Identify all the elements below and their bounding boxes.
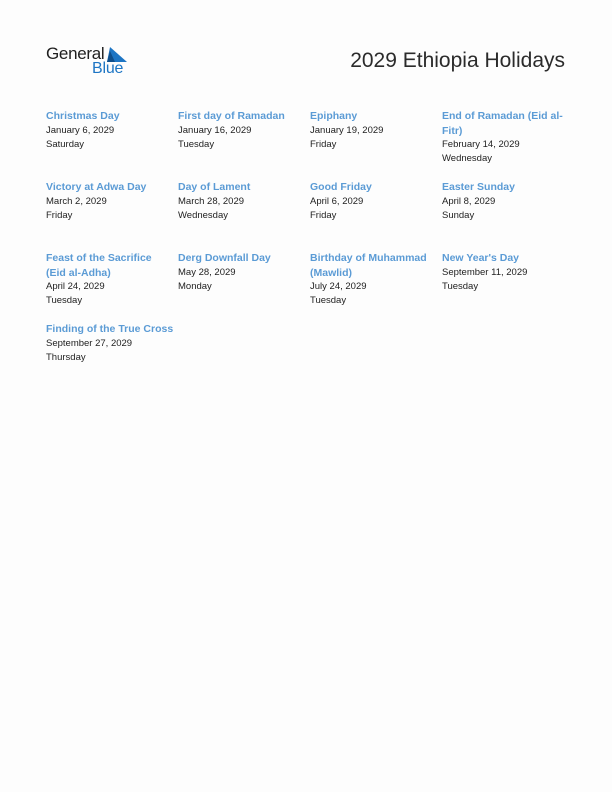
holiday-entry: [178, 180, 310, 251]
holiday-entry: [46, 322, 178, 393]
holiday-entry: [310, 251, 442, 322]
holiday-name: Christmas Day: [46, 110, 120, 122]
holiday-name: End of Ramadan (Eid al-Fitr): [442, 110, 563, 137]
holiday-date: May 28, 2029: [178, 266, 236, 278]
holiday-weekday: Tuesday: [46, 295, 83, 306]
holiday-entry: [46, 109, 178, 180]
page-title: 2029 Ethiopia Holidays: [350, 49, 565, 72]
holiday-name: Victory at Adwa Day: [46, 181, 147, 193]
holiday-name: New Year's Day: [442, 252, 520, 264]
holiday-weekday: Friday: [46, 209, 73, 221]
holiday-weekday: Tuesday: [442, 280, 479, 292]
holiday-grid: [46, 109, 576, 393]
holiday-date: September 27, 2029: [46, 337, 133, 349]
holiday-entry: [442, 251, 574, 322]
holiday-date: April 8, 2029: [442, 195, 496, 207]
holiday-date: April 6, 2029: [310, 195, 364, 207]
holiday-entry: [46, 251, 178, 322]
holiday-date: September 11, 2029: [442, 266, 528, 278]
holiday-weekday: Friday: [310, 209, 337, 221]
logo-word-blue: Blue: [92, 60, 124, 77]
holiday-date: January 6, 2029: [46, 124, 115, 136]
holiday-name: Derg Downfall Day: [178, 252, 271, 264]
holiday-weekday: Sunday: [442, 209, 475, 221]
holiday-entry: [442, 109, 574, 180]
holiday-name: Good Friday: [310, 181, 372, 193]
holiday-name: Day of Lament: [178, 181, 251, 193]
holiday-weekday: Monday: [178, 280, 212, 292]
holiday-weekday: Wednesday: [442, 153, 492, 164]
holiday-entry: [46, 180, 178, 251]
holiday-name: Finding of the True Cross: [46, 323, 174, 335]
brand-logo: [46, 44, 136, 78]
holiday-weekday: Tuesday: [310, 295, 347, 306]
holiday-date: July 24, 2029: [310, 281, 367, 292]
holiday-name: Epiphany: [310, 110, 358, 122]
logo-word-general: General: [46, 44, 105, 63]
holiday-weekday: Friday: [310, 138, 337, 150]
holiday-entry: [442, 180, 574, 251]
holiday-date: February 14, 2029: [442, 139, 520, 150]
holiday-name: Easter Sunday: [442, 181, 515, 193]
holiday-name: Feast of the Sacrifice (Eid al-Adha): [46, 252, 152, 279]
holiday-date: March 28, 2029: [178, 195, 245, 207]
holiday-name: First day of Ramadan: [178, 110, 285, 122]
holiday-date: January 16, 2029: [178, 124, 252, 136]
holiday-weekday: Wednesday: [178, 209, 228, 221]
holiday-weekday: Thursday: [46, 351, 86, 363]
holiday-date: January 19, 2029: [310, 124, 384, 136]
holiday-entry: [310, 180, 442, 251]
holiday-weekday: Tuesday: [178, 138, 215, 150]
holiday-entry: [178, 109, 310, 180]
holiday-weekday: Saturday: [46, 138, 85, 150]
holiday-date: March 2, 2029: [46, 195, 107, 207]
holiday-entry: [178, 251, 310, 322]
holiday-entry: [310, 109, 442, 180]
holiday-date: April 24, 2029: [46, 281, 105, 292]
holiday-name: Birthday of Muhammad (Mawlid): [310, 252, 427, 279]
